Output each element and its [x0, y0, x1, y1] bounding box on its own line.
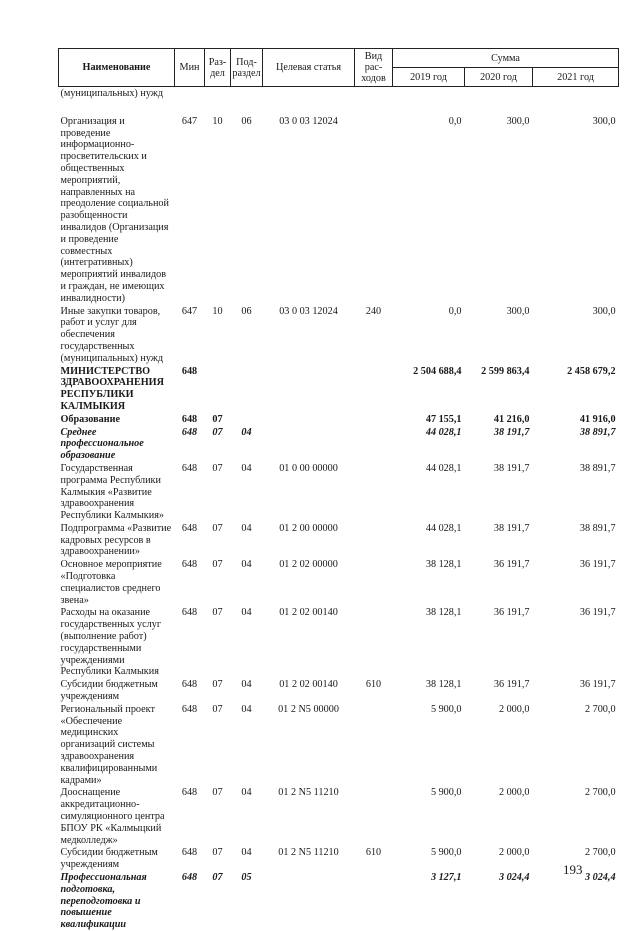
cell-cs: 01 2 02 00140: [279, 679, 338, 691]
cell-y2021: 38 891,7: [579, 462, 616, 474]
cell-y2019: 38 128,1: [425, 559, 462, 571]
cell-y2020: 2 000,0: [498, 703, 530, 715]
cell-y2021: 36 191,7: [579, 559, 616, 571]
col-2019-header: 2019 год: [393, 68, 465, 87]
cell-cs: 03 0 03 12024: [279, 115, 338, 127]
cell-cs: 01 2 00 00000: [279, 522, 338, 534]
cell-y2019: [393, 87, 465, 100]
cell-vr: [355, 462, 393, 522]
cell-vr: [355, 871, 393, 931]
cell-min: 648: [181, 559, 198, 571]
cell-y2020: 41 216,0: [493, 413, 530, 425]
cell-cs: 01 2 N5 11210: [278, 847, 339, 859]
cell-min: 647: [181, 305, 198, 317]
table-row: [59, 115, 619, 305]
col-2021-header: 2021 год: [533, 68, 619, 87]
table-row: [59, 871, 619, 931]
cell-rz: 07: [212, 426, 223, 438]
cell-name: Подпрограмма «Развитие кадровых ресурсов в здравоохранении»: [60, 522, 172, 558]
cell-vr: [355, 426, 393, 462]
cell-y2021: 36 191,7: [579, 679, 616, 691]
cell-min: 648: [181, 426, 198, 438]
cell-cs: [263, 871, 355, 931]
table-row: [59, 522, 619, 558]
cell-name: Иные закупки товаров, работ и услуг для обеспечения государственных (муниципальных) нужд: [60, 305, 163, 364]
cell-cs: [263, 87, 355, 100]
cell-rz: [205, 87, 231, 100]
cell-rz: 07: [212, 679, 223, 691]
table-row: [59, 462, 619, 522]
cell-y2019: 2 504 688,4: [413, 365, 462, 377]
cell-y2020: 36 191,7: [493, 607, 530, 619]
col-vid-header: Вид рас-ходов: [355, 49, 393, 87]
cell-rz: 10: [212, 115, 223, 127]
cell-y2019: 5 900,0: [430, 787, 462, 799]
cell-name: Дооснащение аккредитационно-симуляционного центра БПОУ РК «Калмыцкий медколледж»: [60, 787, 165, 846]
cell-y2020: 36 191,7: [493, 679, 530, 691]
cell-rz: [205, 365, 231, 413]
cell-y2019: 0,0: [448, 305, 462, 317]
col-name-header: Наименование: [59, 49, 175, 87]
table-row: [59, 678, 619, 703]
cell-y2020: 2 000,0: [498, 787, 530, 799]
cell-min: [175, 87, 205, 100]
cell-y2021: 36 191,7: [579, 607, 616, 619]
cell-y2020: 2 000,0: [498, 847, 530, 859]
cell-cs: [263, 413, 355, 426]
cell-prz: 04: [241, 462, 252, 474]
cell-y2019: 47 155,1: [425, 413, 462, 425]
cell-vr: [355, 522, 393, 558]
cell-prz: 04: [241, 426, 252, 438]
cell-y2021: 2 458 679,2: [567, 365, 616, 377]
cell-name: МИНИСТЕРСТВО ЗДРАВООХРАНЕНИЯ РЕСПУБЛИКИ КАЛМЫКИЯ: [60, 365, 164, 412]
cell-y2019: 5 900,0: [430, 703, 462, 715]
cell-min: 648: [181, 365, 198, 377]
cell-y2021: 300,0: [592, 115, 616, 127]
cell-min: 648: [181, 607, 198, 619]
table-row: [59, 703, 619, 787]
cell-y2019: 38 128,1: [425, 679, 462, 691]
cell-cs: 01 2 02 00000: [279, 559, 338, 571]
cell-y2021: 3 024,4: [584, 872, 616, 883]
cell-min: 648: [181, 462, 198, 474]
cell-name: Основное мероприятие «Подготовка специалистов среднего звена»: [60, 559, 162, 606]
table-row: [59, 305, 619, 365]
cell-rz: 07: [212, 703, 223, 715]
cell-vr: [355, 365, 393, 413]
cell-y2020: 38 191,7: [493, 522, 530, 534]
cell-prz: [231, 413, 263, 426]
cell-y2019: 38 128,1: [425, 607, 462, 619]
cell-y2021: 2 700,0: [584, 847, 616, 859]
cell-y2021: 2 700,0: [584, 703, 616, 715]
cell-name: Образование: [60, 413, 121, 425]
cell-y2020: 300,0: [506, 115, 530, 127]
cell-min: 648: [181, 847, 198, 859]
cell-cs: 01 2 N5 11210: [278, 787, 339, 799]
table-header: [59, 49, 619, 87]
table-row: [59, 365, 619, 413]
cell-vr: [355, 413, 393, 426]
cell-y2020: 38 191,7: [493, 426, 530, 438]
cell-vr: [355, 786, 393, 846]
cell-name: Государственная программа Республики Калмыкия «Развитие здравоохранения Республики Калмыкия»: [60, 462, 164, 522]
cell-min: 647: [181, 115, 198, 127]
cell-y2020: 3 024,4: [498, 872, 530, 883]
cell-name: Организация и проведение информационно-просветительских и общественных мероприятий, направленных на преодоление социальной разобщенности инвалидов (Организация и проведение совместных (интегративных) мероприятий инвалидов и граждан, не имеющих инвалидности): [60, 115, 169, 304]
cell-vr: [355, 87, 393, 100]
col-target-header: Целевая статья: [263, 49, 355, 87]
table-row: [59, 606, 619, 678]
cell-y2020: [465, 87, 533, 100]
cell-y2021: 41 916,0: [579, 413, 616, 425]
col-podrazdel-header: Под-раздел: [231, 49, 263, 87]
cell-name: (муниципальных) нужд: [60, 88, 163, 99]
table-row: [59, 426, 619, 462]
cell-vr: 610: [365, 847, 382, 859]
cell-vr: 610: [365, 679, 382, 691]
cell-y2019: 5 900,0: [430, 847, 462, 859]
cell-vr: [355, 115, 393, 305]
cell-y2019: 3 127,1: [430, 872, 462, 883]
cell-min: 648: [181, 679, 198, 691]
cell-y2020: 38 191,7: [493, 462, 530, 474]
cell-prz: 04: [241, 787, 252, 799]
cell-min: 648: [181, 872, 198, 883]
cell-vr: [355, 558, 393, 606]
cell-cs: 01 0 00 00000: [279, 462, 338, 474]
cell-rz: 07: [212, 607, 223, 619]
cell-rz: 07: [212, 559, 223, 571]
cell-rz: 07: [212, 462, 223, 474]
table-row: [59, 786, 619, 846]
cell-cs: 01 2 N5 00000: [278, 703, 339, 715]
table-row: [59, 558, 619, 606]
table-row: [59, 846, 619, 871]
cell-prz: [231, 365, 263, 413]
cell-rz: 07: [212, 787, 223, 799]
cell-y2021: [533, 87, 619, 100]
cell-y2021: 300,0: [592, 305, 616, 317]
cell-cs: [263, 365, 355, 413]
cell-name: Расходы на оказание государственных услуг (выполнение работ) государственными учреждениями Республики Калмыкия: [60, 607, 162, 678]
cell-rz: 07: [212, 413, 223, 425]
table-row: [59, 87, 619, 100]
cell-y2020: 36 191,7: [493, 559, 530, 571]
cell-rz: 10: [212, 305, 223, 317]
cell-min: 648: [181, 787, 198, 799]
cell-name: Региональный проект «Обеспечение медицинских организаций системы здравоохранения квалифицированными кадрами»: [60, 703, 158, 786]
cell-rz: 07: [212, 847, 223, 859]
cell-prz: 04: [241, 522, 252, 534]
cell-y2020: 2 599 863,4: [481, 365, 530, 377]
cell-y2021: 38 891,7: [579, 522, 616, 534]
cell-cs: 03 0 03 12024: [279, 305, 338, 317]
cell-y2019: 44 028,1: [425, 462, 462, 474]
page-number: 193: [563, 862, 583, 877]
cell-y2020: 300,0: [506, 305, 530, 317]
cell-min: 648: [181, 413, 198, 425]
cell-prz: 06: [241, 115, 252, 127]
cell-y2021: 38 891,7: [579, 426, 616, 438]
cell-rz: 07: [212, 522, 223, 534]
table-row: [59, 413, 619, 426]
cell-prz: 04: [241, 559, 252, 571]
cell-min: 648: [181, 522, 198, 534]
col-2020-header: 2020 год: [465, 68, 533, 87]
cell-name: Среднее профессиональное образование: [60, 426, 144, 462]
cell-prz: 06: [241, 305, 252, 317]
cell-name: Субсидии бюджетным учреждениям: [60, 679, 158, 703]
cell-prz: 04: [241, 847, 252, 859]
budget-table: [58, 48, 619, 931]
cell-vr: [355, 606, 393, 678]
col-sum-header: Сумма: [393, 49, 619, 68]
cell-prz: 04: [241, 607, 252, 619]
cell-min: 648: [181, 703, 198, 715]
cell-cs: [263, 426, 355, 462]
cell-vr: [355, 703, 393, 787]
col-razdel-header: Раз-дел: [205, 49, 231, 87]
cell-y2019: 0,0: [448, 115, 462, 127]
cell-y2019: 44 028,1: [425, 522, 462, 534]
table-body: [59, 87, 619, 931]
cell-y2021: 2 700,0: [584, 787, 616, 799]
cell-prz: [231, 87, 263, 100]
cell-name: Субсидии бюджетным учреждениям: [60, 847, 158, 871]
col-min-header: Мин: [175, 49, 205, 87]
cell-rz: 07: [212, 872, 223, 883]
cell-prz: 04: [241, 703, 252, 715]
spacer-cell: [59, 100, 619, 115]
cell-prz: 04: [241, 679, 252, 691]
cell-y2019: 44 028,1: [425, 426, 462, 438]
cell-name: Профессиональная подготовка, переподготовка и повышение квалификации: [60, 872, 147, 931]
cell-cs: 01 2 02 00140: [279, 607, 338, 619]
table-row: [59, 100, 619, 115]
cell-vr: 240: [365, 305, 382, 317]
cell-prz: 05: [241, 872, 252, 883]
